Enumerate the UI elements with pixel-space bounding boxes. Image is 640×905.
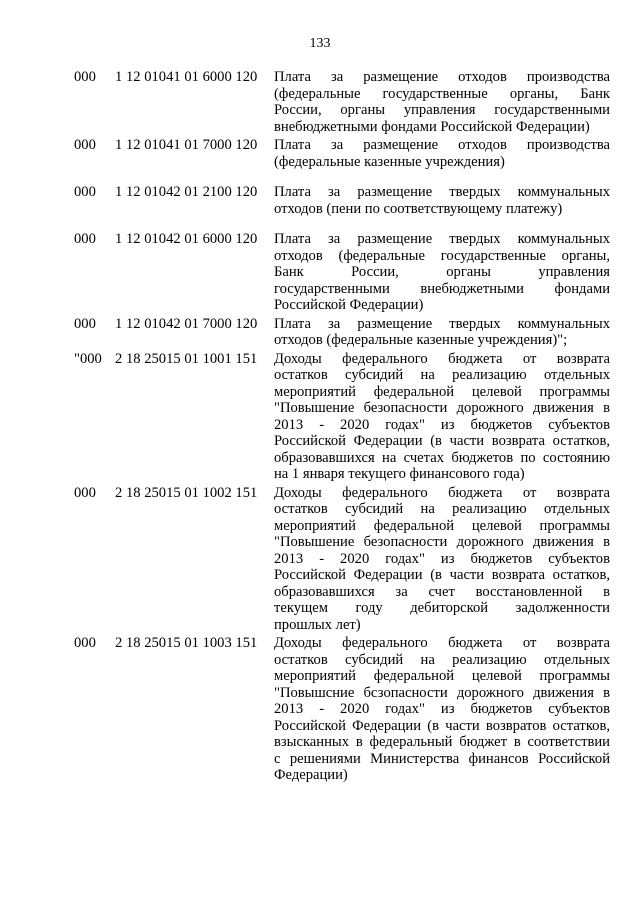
- budget-classification-code: 1 12 01042 01 2100 120: [115, 184, 258, 200]
- description-line: Плата за размещение твердых коммунальных: [274, 184, 610, 200]
- description-line: образовавшихся за счет восстановленной в: [274, 583, 610, 600]
- description-line: Российской Федерации (в части возвратов остатков,: [274, 717, 610, 734]
- description-line: России, органы управления государственными: [274, 102, 610, 118]
- table-row: [0, 231, 640, 314]
- description-line: текущем году дебиторской задолженности: [274, 600, 610, 616]
- income-description: [274, 635, 610, 784]
- admin-code: 000: [74, 315, 96, 332]
- description-line: (федеральные казенные учреждения): [274, 153, 505, 170]
- description-line: 2013 - 2020 годах" из бюджетов субъектов: [274, 701, 610, 717]
- classification-table: [0, 69, 640, 784]
- description-line: Банк России, органы управления: [274, 264, 610, 280]
- description-line: Доходы федерального бюджета от возврата: [274, 484, 610, 501]
- description-line: Плата за размещение твердых коммунальных: [274, 231, 610, 247]
- table-row: [0, 184, 640, 217]
- description-line: Российской Федерации (в части возврата остатков,: [274, 433, 610, 449]
- admin-code: 000: [74, 635, 96, 651]
- table-row: [0, 69, 640, 135]
- description-line: внебюджетными фондами Российской Федерации): [274, 118, 590, 135]
- description-line: мероприятий федеральной целевой программы: [274, 668, 610, 684]
- description-line: Плата за размещение отходов производства: [274, 69, 610, 85]
- page-number: 133: [309, 36, 331, 51]
- budget-classification-code: 2 18 25015 01 1002 151: [115, 484, 258, 501]
- description-line: "Повышсние бсзопасности дорожного движения в: [274, 684, 610, 701]
- description-line: мероприятий федеральной целевой программы: [274, 517, 610, 534]
- income-description: [274, 316, 610, 349]
- description-line: остатков субсидий на реализацию отдельных: [274, 501, 610, 517]
- description-line: Доходы федерального бюджета от возврата: [274, 350, 610, 367]
- table-row: [0, 635, 640, 784]
- description-line: государственными внебюджетными фондами: [274, 280, 610, 297]
- description-line: Плата за размещение отходов производства: [274, 137, 610, 153]
- budget-classification-code: 1 12 01042 01 7000 120: [115, 315, 258, 332]
- table-row: [0, 137, 640, 170]
- description-line: (федеральные государственные органы, Банк: [274, 85, 610, 102]
- description-line: остатков субсидий на реализацию отдельных: [274, 651, 610, 668]
- description-line: с решениями Министерства финансов Российской: [274, 750, 610, 767]
- description-line: образовавшихся на счетах бюджетов по состоянию: [274, 449, 610, 466]
- admin-code: "000: [74, 350, 102, 367]
- description-line: взысканных в федеральный бюджет в соответствии: [274, 734, 610, 750]
- description-line: остатков субсидий на реализацию отдельных: [274, 367, 610, 383]
- description-line: "Повышение безопасности дорожного движения в: [274, 400, 610, 416]
- budget-classification-code: 1 12 01041 01 7000 120: [115, 137, 258, 153]
- description-line: Федерации): [274, 767, 348, 783]
- description-line: отходов (пени по соответствующему платежу): [274, 200, 563, 217]
- description-line: 2013 - 2020 годах" из бюджетов субъектов: [274, 416, 610, 433]
- budget-classification-code: 1 12 01041 01 6000 120: [115, 69, 258, 85]
- admin-code: 000: [74, 484, 96, 501]
- admin-code: 000: [74, 184, 96, 200]
- budget-classification-code: 2 18 25015 01 1003 151: [115, 635, 258, 651]
- description-line: 2013 - 2020 годах" из бюджетов субъектов: [274, 550, 610, 567]
- table-row: [0, 351, 640, 483]
- description-line: "Повышение безопасности дорожного движения в: [274, 534, 610, 550]
- description-line: Российской Федерации (в части возврата остатков,: [274, 567, 610, 583]
- description-line: Российской Федерации): [274, 297, 424, 313]
- budget-classification-code: 1 12 01042 01 6000 120: [115, 231, 258, 247]
- description-line: Плата за размещение твердых коммунальных: [274, 315, 610, 332]
- admin-code: 000: [74, 137, 96, 153]
- description-line: Доходы федерального бюджета от возврата: [274, 635, 610, 651]
- description-line: отходов (федеральные государственные органы,: [274, 247, 610, 264]
- admin-code: 000: [74, 69, 96, 85]
- description-line: на 1 января текущего финансового года): [274, 466, 525, 482]
- table-row: [0, 485, 640, 634]
- admin-code: 000: [74, 231, 96, 247]
- description-line: отходов (федеральные казенные учреждения)";: [274, 332, 568, 348]
- table-row: [0, 316, 640, 349]
- description-line: мероприятий федеральной целевой программы: [274, 383, 610, 400]
- budget-classification-code: 2 18 25015 01 1001 151: [115, 350, 258, 367]
- income-description: [274, 231, 610, 314]
- description-line: прошлых лет): [274, 616, 361, 633]
- income-description: [274, 351, 610, 483]
- income-description: [274, 485, 610, 634]
- income-description: [274, 69, 610, 135]
- income-description: [274, 184, 610, 217]
- income-description: [274, 137, 610, 170]
